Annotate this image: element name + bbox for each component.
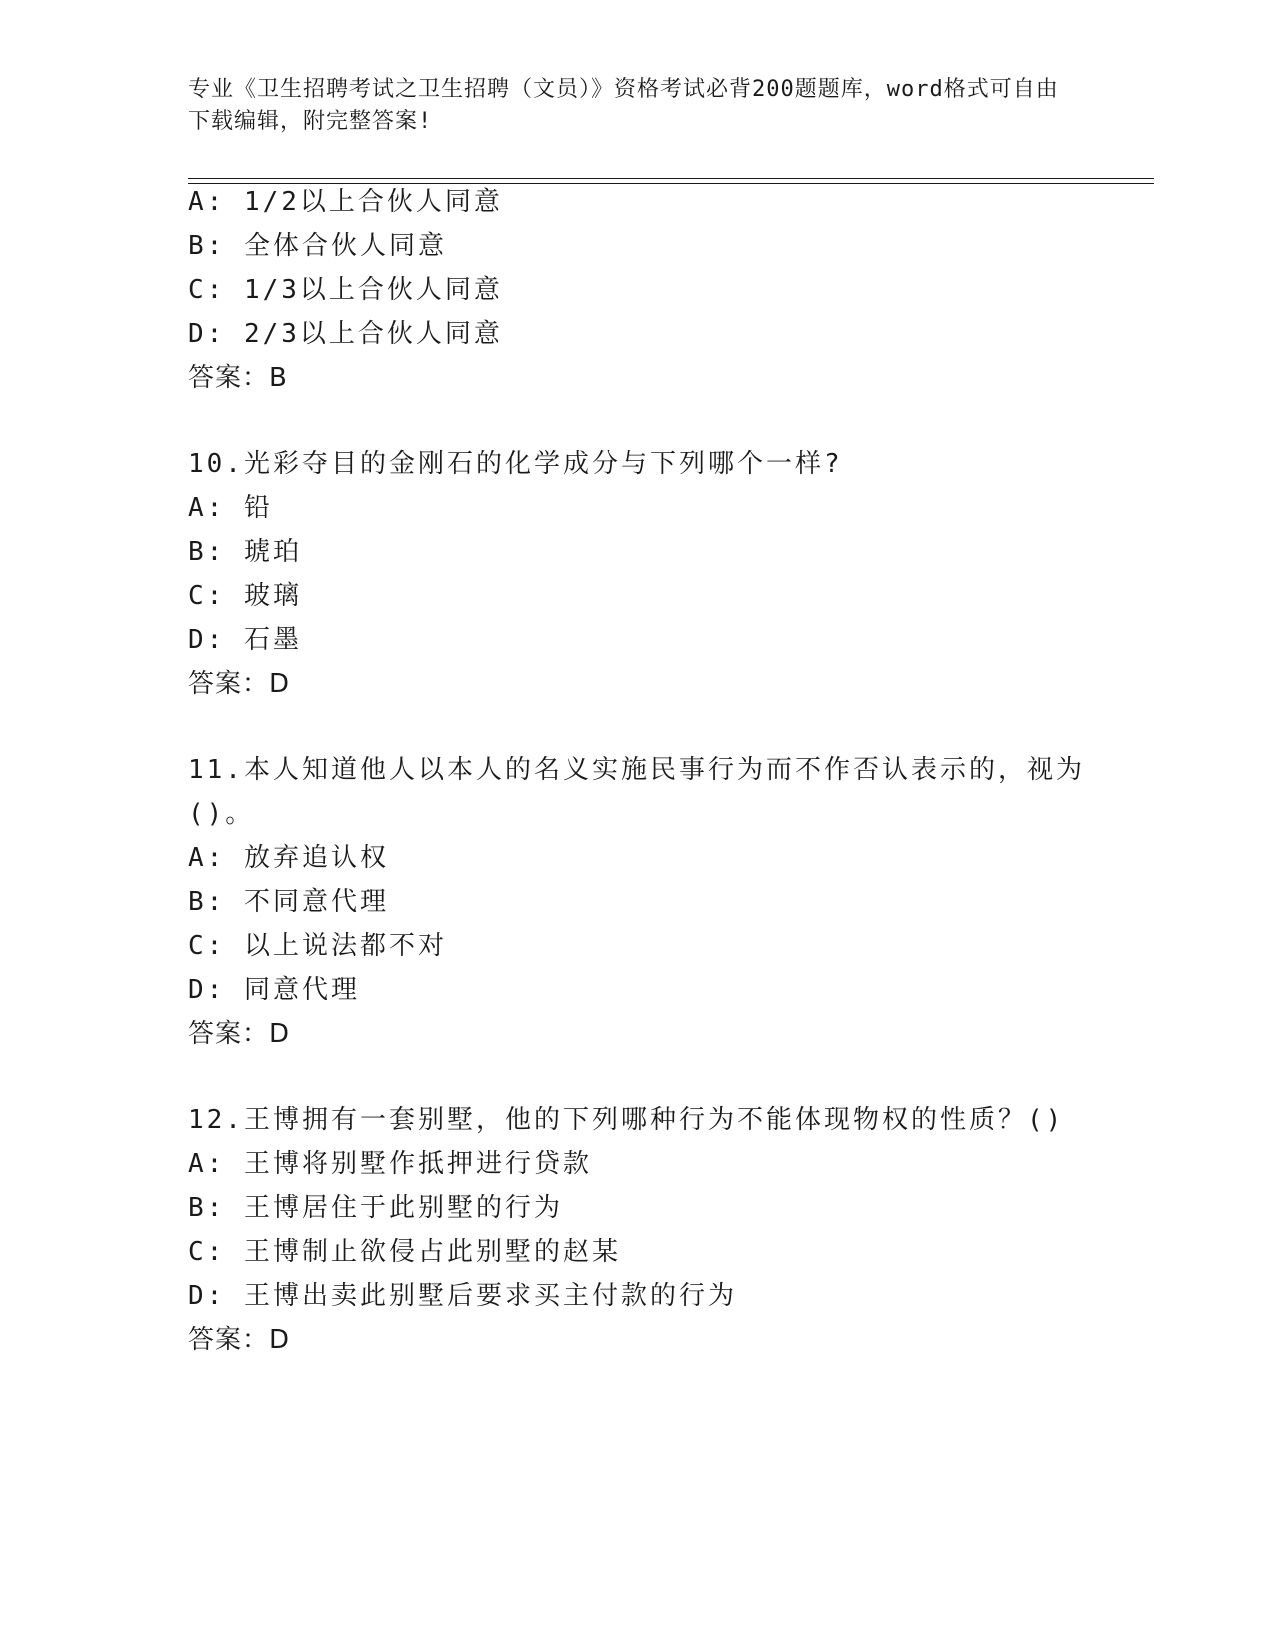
document-header: 专业《卫生招聘考试之卫生招聘（文员）》资格考试必背200题题库，word格式可自由下载编辑，附完整答案!	[188, 77, 1059, 134]
q9-answer: 答案：B	[188, 363, 288, 393]
q9-option-a: A: 1/2以上合伙人同意	[188, 187, 503, 217]
q12-stem: 12.王博拥有一套别墅，他的下列哪种行为不能体现物权的性质？()	[188, 1105, 1065, 1135]
q9-option-d: D: 2/3以上合伙人同意	[188, 319, 503, 349]
header-divider-bottom	[188, 183, 1154, 184]
q12-option-a: A: 王博将别墅作抵押进行贷款	[188, 1149, 592, 1179]
q9-option-c: C: 1/3以上合伙人同意	[188, 275, 503, 305]
q10-option-d: D: 石墨	[188, 625, 302, 655]
q11-option-b: B: 不同意代理	[188, 887, 389, 917]
q11-stem-line2: ()。	[188, 799, 255, 829]
q11-answer: 答案：D	[188, 1019, 291, 1049]
q10-stem: 10.光彩夺目的金刚石的化学成分与下列哪个一样?	[188, 449, 843, 479]
q11-option-d: D: 同意代理	[188, 975, 360, 1005]
q12-option-d: D: 王博出卖此别墅后要求买主付款的行为	[188, 1281, 737, 1311]
q9-option-b: B: 全体合伙人同意	[188, 231, 447, 261]
q10-option-b: B: 琥珀	[188, 537, 302, 567]
q11-option-c: C: 以上说法都不对	[188, 931, 447, 961]
q12-answer: 答案：D	[188, 1325, 291, 1355]
q10-option-c: C: 玻璃	[188, 581, 302, 611]
q10-answer: 答案：D	[188, 669, 291, 699]
q12-option-b: B: 王博居住于此别墅的行为	[188, 1193, 563, 1223]
header-divider-top	[188, 178, 1154, 179]
q11-stem-line1: 11.本人知道他人以本人的名义实施民事行为而不作否认表示的，视为	[188, 755, 1085, 785]
q11-option-a: A: 放弃追认权	[188, 843, 389, 873]
q12-option-c: C: 王博制止欲侵占此别墅的赵某	[188, 1237, 621, 1267]
q10-option-a: A: 铅	[188, 493, 273, 523]
